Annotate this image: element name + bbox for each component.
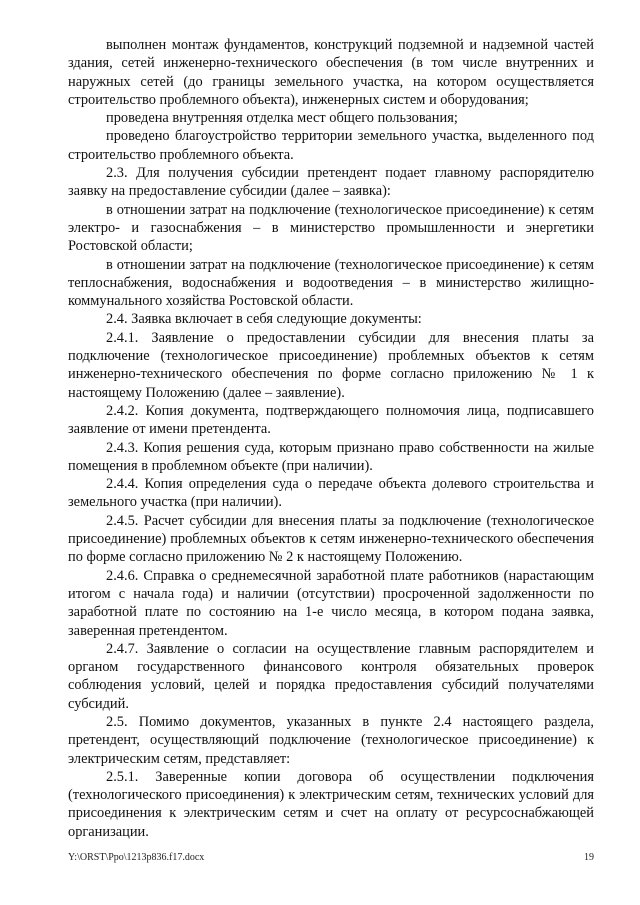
paragraph: 2.4. Заявка включает в себя следующие документы: bbox=[106, 311, 422, 328]
paragraph: 2.4.1. Заявление о предоставлении субсидии для внесения платы за подключение (технологическое присоединение) проблемных объектов к сетям инженерно-технического обеспечения по форме согласно приложению № 1 к настоящему Положению (далее – заявление). bbox=[68, 329, 594, 401]
paragraph: 2.3. Для получения субсидии претендент подает главному распорядителю заявку на предоставление субсидии (далее – заявка): bbox=[68, 165, 594, 200]
paragraph: проведена внутренняя отделка мест общего пользования; bbox=[106, 110, 458, 127]
paragraph: проведено благоустройство территории земельного участка, выделенного под строительство проблемного объекта. bbox=[68, 128, 594, 163]
paragraph: 2.4.2. Копия документа, подтверждающего полномочия лица, подписавшего заявление от имени претендента. bbox=[68, 402, 594, 438]
document-body bbox=[68, 36, 594, 841]
paragraph: 2.4.5. Расчет субсидии для внесения платы за подключение (технологическое присоединение) проблемных объектов к сетям инженерно-технического обеспечения по форме согласно приложению № 2 к настоящему Положению. bbox=[68, 512, 594, 566]
page-footer bbox=[68, 852, 594, 864]
paragraph: выполнен монтаж фундаментов, конструкций подземной и надземной частей здания, сетей инженерно-технического обеспечения (в том числе внутренних и наружных сетей (до границы земельного участка, на котором осуществляется строительство проблемного объекта), инженерных систем и оборудования; bbox=[68, 37, 594, 108]
paragraph: 2.4.4. Копия определения суда о передаче объекта долевого строительства и земельного участка (при наличии). bbox=[68, 476, 594, 511]
paragraph: 2.5.1. Заверенные копии договора об осуществлении подключения (технологического присоединения) к электрическим сетям, технических условий для присоединения к электрическим сетям и счет на оплату от ресурсоснабжающей организации. bbox=[68, 768, 594, 840]
paragraph: в отношении затрат на подключение (технологическое присоединение) к сетям теплоснабжения, водоснабжения и водоотведения – в министерство жилищно-коммунального хозяйства Ростовской области. bbox=[68, 256, 594, 310]
paragraph: 2.4.3. Копия решения суда, которым признано право собственности на жилые помещения в проблемном объекте (при наличии). bbox=[68, 439, 594, 474]
paragraph: в отношении затрат на подключение (технологическое присоединение) к сетям электро- и газоснабжения – в министерство промышленности и энергетики Ростовской области; bbox=[68, 201, 594, 255]
page-number: 19 bbox=[584, 852, 594, 863]
footer-file-path: Y:\ORST\Ppo\1213p836.f17.docx bbox=[68, 852, 205, 863]
paragraph: 2.5. Помимо документов, указанных в пункте 2.4 настоящего раздела, претендент, осуществляющий подключение (технологическое присоединение) к электрическим сетям, представляет: bbox=[68, 713, 594, 767]
paragraph: 2.4.7. Заявление о согласии на осуществление главным распорядителем и органом государственного финансового контроля обязательных проверок соблюдения условий, целей и порядка предоставления субсидий получателями субсидий. bbox=[68, 640, 594, 712]
paragraph: 2.4.6. Справка о среднемесячной заработной плате работников (нарастающим итогом с начала года) и наличии (отсутствии) просроченной задолженности по заработной плате по состоянию на 1-е число месяца, в котором подана заявка, заверенная претендентом. bbox=[68, 567, 594, 639]
